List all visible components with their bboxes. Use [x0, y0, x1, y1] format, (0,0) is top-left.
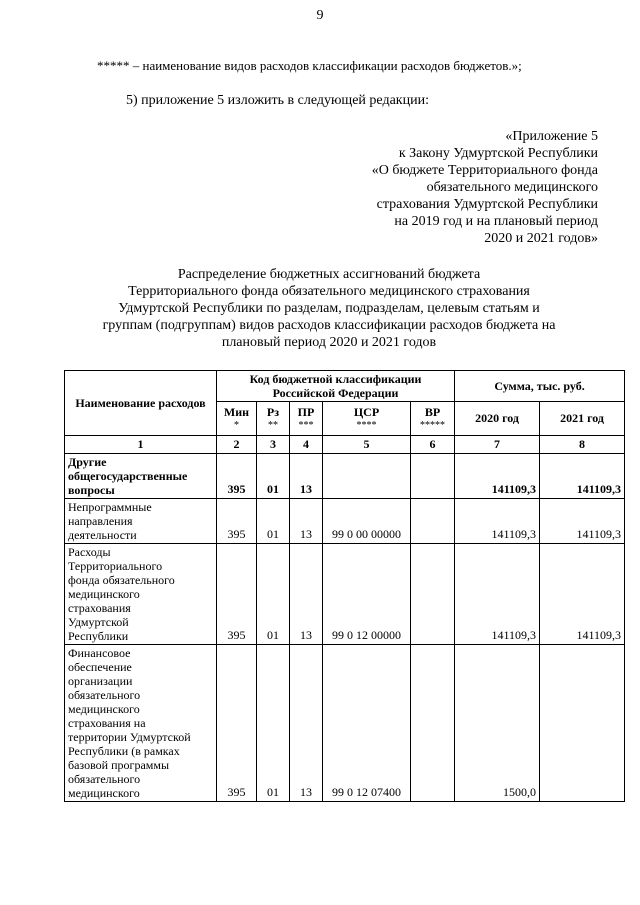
cell-name-line: базовой программы	[68, 758, 170, 772]
column-number: 1	[65, 436, 217, 454]
cell-name-line: направления	[68, 514, 133, 528]
cell-name-line: Удмуртской	[68, 615, 129, 629]
cell-min: 395	[217, 454, 257, 499]
cell-min: 395	[217, 645, 257, 802]
cell-name-line: страхования на	[68, 716, 146, 730]
header-vr: ВР *****	[411, 402, 455, 436]
title-line: Распределение бюджетных ассигнований бюджета	[177, 267, 481, 282]
table-row	[65, 499, 625, 544]
appendix-line: страхования Удмуртской Республики	[376, 197, 598, 212]
cell-name-line: медицинского	[68, 786, 140, 800]
cell-rz: 01	[257, 454, 290, 499]
footnote: ***** – наименование видов расходов классификации расходов бюджетов.»;	[97, 58, 522, 73]
cell-rz: 01	[257, 645, 290, 802]
header-csr: ЦСР ****	[323, 402, 411, 436]
cell-vr	[411, 645, 455, 802]
appendix-line: 2020 и 2021 годов»	[484, 231, 598, 246]
column-numbers-row	[65, 436, 625, 454]
appendix-line: к Закону Удмуртской Республики	[398, 146, 598, 161]
cell-y2020: 141109,3	[455, 454, 540, 499]
cell-csr	[323, 454, 411, 499]
appendix-line: обязательного медицинского	[426, 180, 598, 195]
cell-name-line: фонда обязательного	[68, 573, 175, 587]
table-row	[65, 645, 625, 802]
title-line: Удмуртской Республики по разделам, подразделам, целевым статьям и	[118, 301, 540, 316]
cell-y2020: 141109,3	[455, 544, 540, 645]
header-rz: Рз **	[257, 402, 290, 436]
cell-y2020: 1500,0	[455, 645, 540, 802]
cell-name-line: обеспечение	[68, 660, 132, 674]
column-number: 8	[540, 436, 625, 454]
cell-pr: 13	[290, 544, 323, 645]
cell-name	[65, 499, 217, 544]
cell-name-line: Расходы	[68, 545, 111, 559]
header-min: Мин *	[217, 402, 257, 436]
cell-csr: 99 0 12 00000	[323, 544, 411, 645]
cell-name-line: Территориального	[68, 559, 163, 573]
column-number: 5	[323, 436, 411, 454]
appendix-header	[372, 128, 598, 247]
column-number: 4	[290, 436, 323, 454]
cell-name-line: обязательного	[68, 772, 141, 786]
cell-name-line: обязательного	[68, 688, 141, 702]
column-number: 6	[411, 436, 455, 454]
column-number: 7	[455, 436, 540, 454]
cell-name-line: вопросы	[68, 483, 115, 497]
cell-name-line: Другие	[68, 455, 107, 469]
cell-name-line: организации	[68, 674, 133, 688]
cell-name-line: Непрограммные	[68, 500, 152, 514]
cell-y2020: 141109,3	[455, 499, 540, 544]
header-2020: 2020 год	[455, 402, 540, 436]
cell-name-line: Республики (в рамках	[68, 744, 180, 758]
cell-rz: 01	[257, 544, 290, 645]
header-name: Наименование расходов	[65, 371, 217, 436]
cell-csr: 99 0 00 00000	[323, 499, 411, 544]
cell-y2021: 141109,3	[540, 454, 625, 499]
cell-y2021: 141109,3	[540, 499, 625, 544]
cell-name	[65, 645, 217, 802]
cell-pr: 13	[290, 499, 323, 544]
title-line: Территориального фонда обязательного медицинского страхования	[128, 284, 530, 299]
column-number: 2	[217, 436, 257, 454]
appendix-line: на 2019 год и на плановый период	[394, 214, 598, 229]
page-number: 9	[316, 8, 324, 23]
cell-name	[65, 544, 217, 645]
column-number: 3	[257, 436, 290, 454]
cell-name-line: медицинского	[68, 587, 140, 601]
title-line: группам (подгруппам) видов расходов классификации расходов бюджета на	[102, 318, 556, 333]
appendix-line: «Приложение 5	[505, 129, 598, 144]
cell-name-line: общегосударственные	[68, 469, 188, 483]
header-sum-group: Сумма, тыс. руб.	[455, 371, 625, 402]
budget-table	[64, 370, 625, 802]
cell-name-line: деятельности	[68, 528, 137, 542]
cell-name-line: медицинского	[68, 702, 140, 716]
cell-name	[65, 454, 217, 499]
cell-name-line: территории Удмуртской	[68, 730, 191, 744]
cell-name-line: Республики	[68, 629, 129, 643]
instruction-text: 5) приложение 5 изложить в следующей редакции:	[126, 93, 429, 108]
document-title	[84, 266, 574, 351]
cell-name-line: страхования	[68, 601, 131, 615]
cell-rz: 01	[257, 499, 290, 544]
cell-y2021	[540, 645, 625, 802]
header-code-group: Код бюджетной классификации Российской Федерации	[217, 371, 455, 402]
cell-vr	[411, 499, 455, 544]
cell-y2021: 141109,3	[540, 544, 625, 645]
title-line: плановый период 2020 и 2021 годов	[221, 335, 437, 350]
header-2021: 2021 год	[540, 402, 625, 436]
cell-pr: 13	[290, 645, 323, 802]
table-row	[65, 454, 625, 499]
cell-vr	[411, 454, 455, 499]
cell-csr: 99 0 12 07400	[323, 645, 411, 802]
cell-min: 395	[217, 499, 257, 544]
table-row	[65, 544, 625, 645]
cell-name-line: Финансовое	[68, 646, 131, 660]
header-pr: ПР ***	[290, 402, 323, 436]
cell-pr: 13	[290, 454, 323, 499]
appendix-line: «О бюджете Территориального фонда	[371, 163, 598, 178]
cell-min: 395	[217, 544, 257, 645]
cell-vr	[411, 544, 455, 645]
